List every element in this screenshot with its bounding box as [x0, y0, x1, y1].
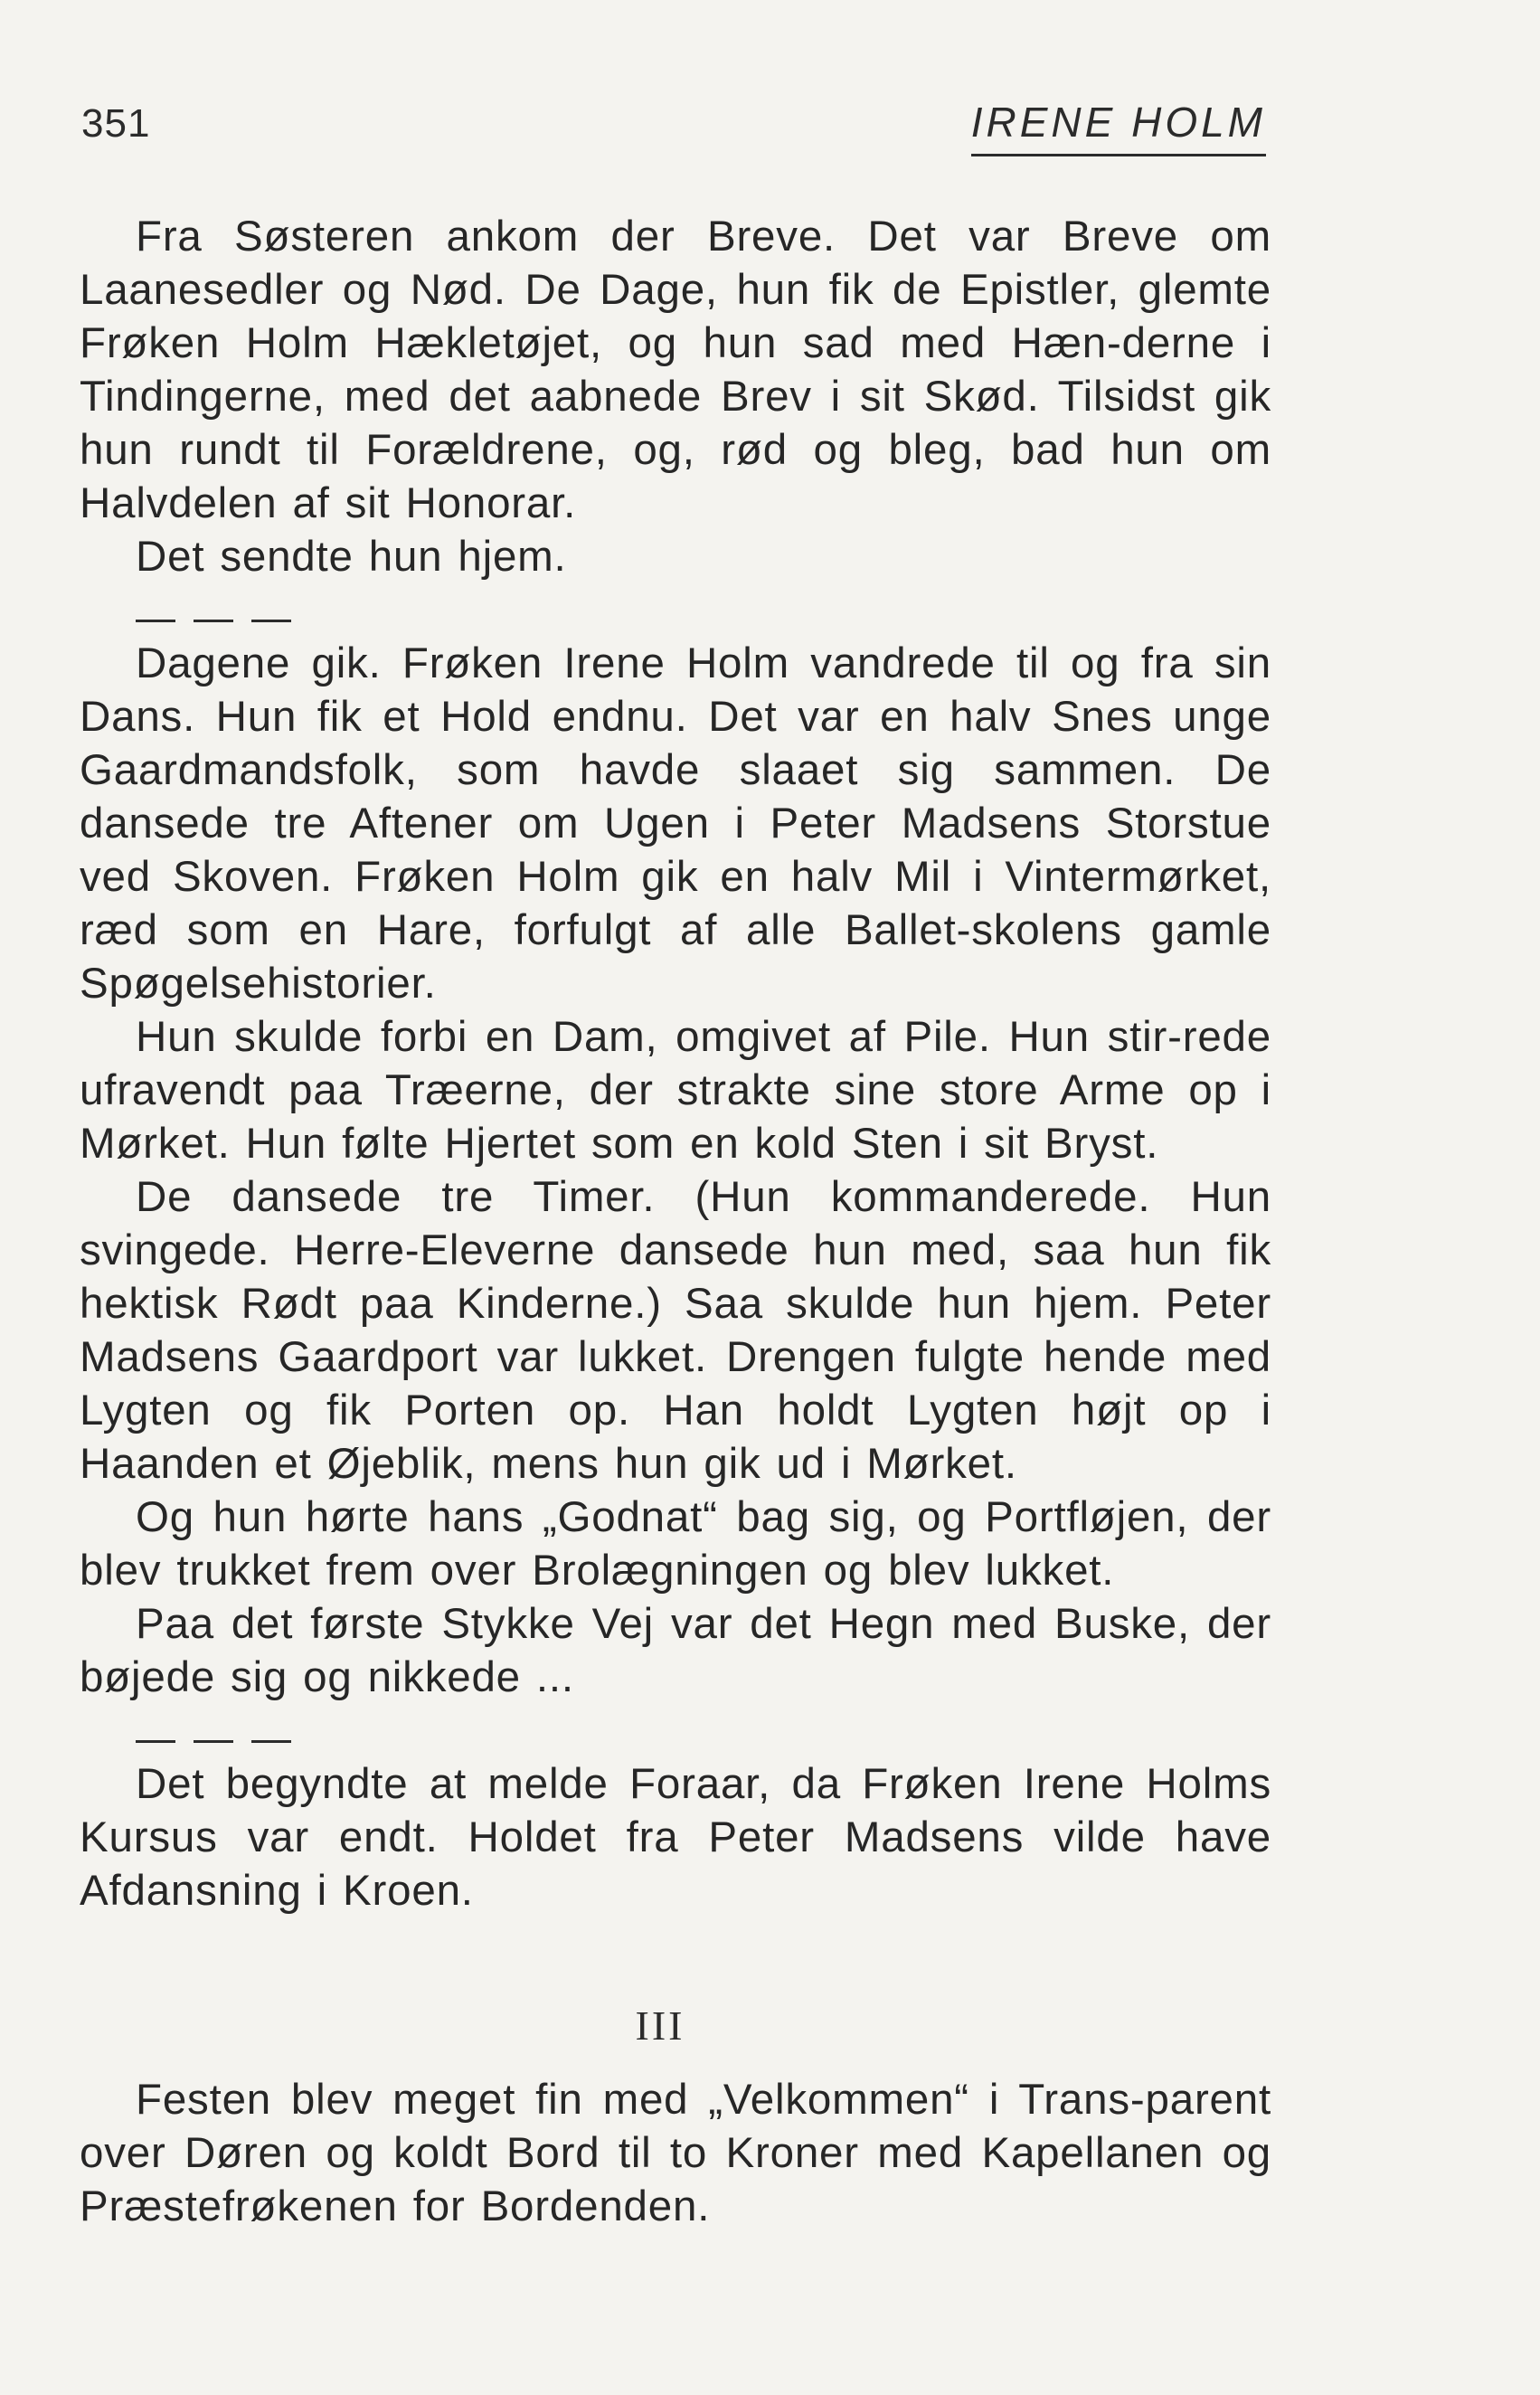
paragraph: Det begyndte at melde Foraar, da Frøken Irene Holms Kursus var endt. Holdet fra Peter Madsens vilde have Afdansning i Kroen. [80, 1760, 1271, 1915]
dash [194, 620, 233, 622]
section-break-dashes [80, 1704, 1271, 1757]
section-break-dashes [80, 583, 1271, 637]
paragraph: Dagene gik. Frøken Irene Holm vandrede til og fra sin Dans. Hun fik et Hold endnu. Det var en halv Snes unge Gaardmandsfolk, som havde slaaet sig sammen. De dansede tre Aftener om Ugen i Peter Madsens Storstue ved Skoven. Frøken Holm gik en halv Mil i Vintermørket, ræd som en Hare, forfulgt af alle Ballet-skolens gamle Spøgelsehistorier. [80, 639, 1271, 1008]
paragraph: Hun skulde forbi en Dam, omgivet af Pile. Hun stir-rede ufravendt paa Træerne, der strakte sine store Arme op i Mørket. Hun følte Hjertet som en kold Sten i sit Bryst. [80, 1013, 1271, 1168]
paragraph: Fra Søsteren ankom der Breve. Det var Breve om Laanesedler og Nød. De Dage, hun fik de Epistler, glemte Frøken Holm Hækletøjet, og hun sad med Hæn-derne i Tindingerne, med det aabnede Brev i sit Skød. Tilsidst gik hun rundt til Forældrene, og, rød og bleg, bad hun om Halvdelen af sit Honorar. [80, 213, 1271, 527]
body-text [80, 210, 1271, 2233]
page-number: 351 [81, 101, 151, 146]
paragraph: Paa det første Stykke Vej var det Hegn med Buske, der bøjede sig og nikkede ... [80, 1600, 1271, 1701]
paragraph: De dansede tre Timer. (Hun kommanderede. Hun svingede. Herre-Eleverne dansede hun med, saa hun fik hektisk Rødt paa Kinderne.) Saa skulde hun hjem. Peter Madsens Gaardport var lukket. Drengen fulgte hende med Lygten og fik Porten op. Han holdt Lygten højt op i Haanden et Øjeblik, mens hun gik ud i Mørket. [80, 1173, 1271, 1488]
running-title: IRENE HOLM [971, 98, 1266, 156]
dash [251, 1740, 291, 1743]
dash [136, 620, 175, 622]
dash [136, 1740, 175, 1743]
chapter-heading: III [635, 2002, 685, 2049]
dash [251, 620, 291, 622]
paragraph: Og hun hørte hans „Godnat“ bag sig, og Portfløjen, der blev trukket frem over Brolægningen og blev lukket. [80, 1493, 1271, 1595]
paragraph: Festen blev meget fin med „Velkommen“ i Trans-parent over Døren og koldt Bord til to Kroner med Kapellanen og Præstefrøkenen for Bordenden. [80, 2076, 1271, 2230]
dash [194, 1740, 233, 1743]
paragraph: Det sendte hun hjem. [136, 533, 567, 581]
